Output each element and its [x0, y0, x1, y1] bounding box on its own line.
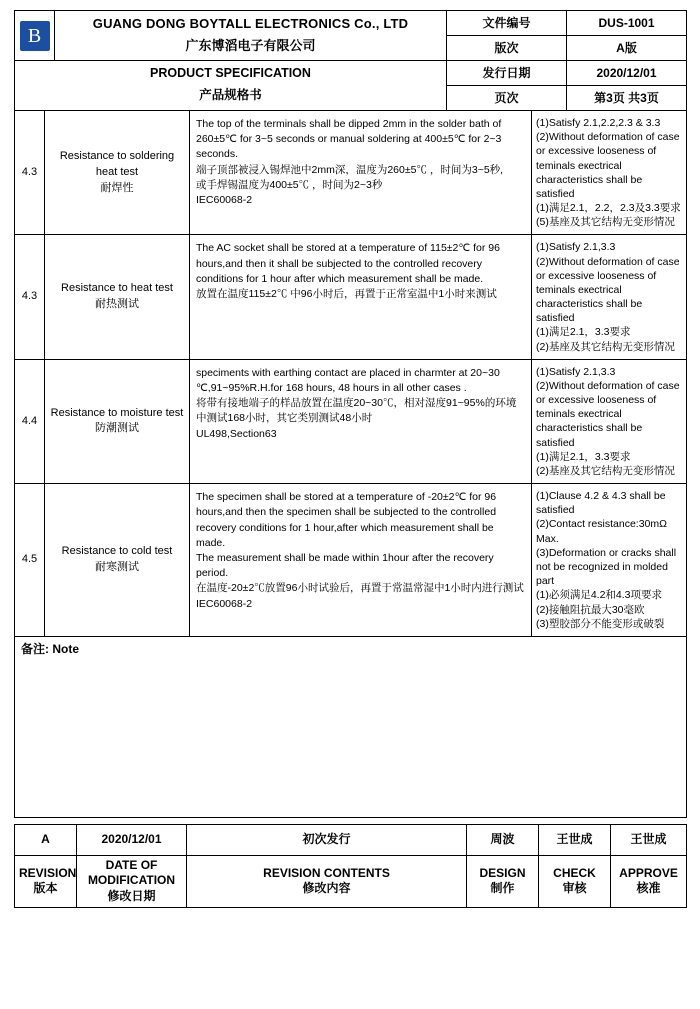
- desc-line: IEC60068-2: [196, 597, 253, 610]
- row-requirement: [532, 111, 687, 235]
- company-name-cn: 广东博滔电子有限公司: [55, 36, 447, 61]
- label-cn: 核准: [636, 881, 661, 896]
- revision-label: 版次: [447, 36, 567, 61]
- label-en: DATE OF MODIFICATION: [87, 857, 176, 888]
- revision-table: [14, 824, 687, 908]
- row-item: [45, 111, 190, 235]
- revision-design-header: [467, 855, 539, 907]
- specification-table: [14, 110, 687, 818]
- row-number: 4.3: [15, 111, 45, 235]
- row-requirement: [532, 484, 687, 637]
- req-line: (1)满足2.1，2.2，2.3及3.3要求: [536, 202, 681, 215]
- desc-line: 将带有接地端子的样品放置在温度20~30℃，相对湿度91~95%的环境中测试168小时，其它类别测试48小时: [196, 397, 517, 425]
- row-item-en: Resistance to cold test: [61, 545, 173, 558]
- req-line: (3)Deformation or cracks shall not be recognized in molded part: [536, 546, 677, 588]
- revision-header-row: [15, 855, 687, 907]
- desc-line: The top of the terminals shall be dipped 2mm in the solder bath of 260±5℃ for 3~5 seconds or manual soldering at 400±5℃ for 2~3 seconds.: [196, 118, 502, 161]
- document-header: [14, 10, 687, 111]
- revision-date-header: [77, 855, 187, 907]
- table-row: [15, 111, 687, 235]
- row-number: 4.4: [15, 359, 45, 483]
- page-label: 页次: [447, 86, 567, 111]
- table-row: [15, 235, 687, 359]
- row-requirement: [532, 359, 687, 483]
- desc-line: 或手焊锡温度为400±5℃ ，时间为2~3秒: [196, 178, 383, 191]
- label-cn: 版本: [33, 881, 58, 896]
- issue-date-value: 2020/12/01: [567, 61, 687, 86]
- label-en: DESIGN: [479, 865, 526, 880]
- desc-line: UL498,Section63: [196, 427, 277, 440]
- label-en: APPROVE: [619, 865, 678, 880]
- row-item-cn: 耐焊性: [100, 181, 134, 194]
- desc-line: The measurement shall be made within 1hour after the recovery period.: [196, 552, 494, 580]
- desc-line: IEC60068-2: [196, 194, 253, 207]
- doc-title-cn: 产品规格书: [15, 86, 447, 111]
- revision-version-header: [15, 855, 77, 907]
- row-description: [190, 359, 532, 483]
- revision-date-value: 2020/12/01: [77, 824, 187, 855]
- revision-check-value: 王世成: [539, 824, 611, 855]
- row-item-en: Resistance to soldering heat test: [59, 149, 175, 178]
- label-en: REVISION CONTENTS: [263, 865, 390, 880]
- revision-design-value: 周波: [467, 824, 539, 855]
- req-line: (2)基座及其它结构无变形情况: [536, 464, 675, 477]
- table-row: [15, 484, 687, 637]
- desc-line: The AC socket shall be stored at a temperature of 115±2℃ for 96 hours,and then it shall be subjected to the controlled recovery conditions for 1 hour after which measurement shall be made.: [196, 242, 500, 285]
- row-requirement: [532, 235, 687, 359]
- issue-date-label: 发行日期: [447, 61, 567, 86]
- revision-row: [15, 824, 687, 855]
- row-item-en: Resistance to heat test: [61, 282, 173, 295]
- desc-line: 在温度-20±2℃放置96小时试验后，再置于常温常湿中1小时内进行测试: [196, 582, 524, 595]
- revision-check-header: [539, 855, 611, 907]
- req-line: (1)必须满足4.2和4.3项要求: [536, 589, 663, 602]
- row-item-en: Resistance to moisture test: [50, 406, 184, 419]
- row-item-cn: 防潮测试: [95, 422, 139, 435]
- req-line: (2)Without deformation of case or excessive looseness of teminals екectrical characteristics shall be satisfied: [536, 131, 680, 200]
- label-en: CHECK: [553, 865, 596, 880]
- page-value: 第3页 共3页: [567, 86, 687, 111]
- req-line: (2)Without deformation of case or excessive looseness of teminals екectrical characteristics shall be satisfied: [536, 255, 680, 325]
- label-cn: 修改日期: [107, 889, 156, 904]
- company-logo-icon: B: [15, 11, 55, 61]
- row-number: 4.3: [15, 235, 45, 359]
- desc-line: 放置在温度115±2℃ 中96小时后，再置于正常室温中1小时来测试: [196, 288, 497, 301]
- req-line: (2)基座及其它结构无变形情况: [536, 340, 675, 353]
- note-label: 备注: Note: [15, 636, 687, 817]
- desc-line: 端子顶部被浸入锡焊池中2mm深，温度为260±5℃ ，时间为3~5秒,: [196, 163, 504, 176]
- doc-title-en: PRODUCT SPECIFICATION: [15, 61, 447, 86]
- doc-number-value: DUS-1001: [567, 11, 687, 36]
- req-line: (1)Satisfy 2.1,2.2,2.3 & 3.3: [536, 117, 661, 129]
- revision-value: A版: [567, 36, 687, 61]
- revision-contents-value: 初次发行: [187, 824, 467, 855]
- row-description: [190, 484, 532, 637]
- table-row: [15, 359, 687, 483]
- row-item-cn: 耐寒测试: [95, 560, 139, 573]
- req-line: (3)塑胶部分不能变形或破裂: [536, 617, 665, 630]
- revision-approve-value: 王世成: [611, 824, 687, 855]
- row-item-cn: 耐热测试: [95, 298, 139, 311]
- row-item: [45, 484, 190, 637]
- revision-contents-header: [187, 855, 467, 907]
- req-line: (1)满足2.1，3.3要求: [536, 450, 631, 463]
- req-line: (2)Contact resistance:30mΩ Max.: [536, 518, 667, 545]
- req-line: (1)Satisfy 2.1,3.3: [536, 241, 616, 254]
- note-row: [15, 636, 687, 817]
- label-cn: 审核: [562, 881, 587, 896]
- label-cn: 修改内容: [302, 881, 351, 896]
- row-number: 4.5: [15, 484, 45, 637]
- req-line: (2)接触阻抗最大30毫欧: [536, 603, 645, 616]
- req-line: (1)Clause 4.2 & 4.3 shall be satisfied: [536, 490, 666, 517]
- label-en: REVISION: [19, 865, 77, 880]
- req-line: (1)Satisfy 2.1,3.3: [536, 365, 616, 378]
- req-line: (5)基座及其它结构无变形情况: [536, 216, 675, 229]
- req-line: (2)Without deformation of case or excessive looseness of teminals екectrical characteristics shall be satisfied: [536, 379, 680, 449]
- req-line: (1)满足2.1，3.3要求: [536, 326, 631, 339]
- desc-line: speciments with earthing contact are placed in charmter at 20~30 ℃,91~95%R.H.for 168 hours, 48 hours in all other cases .: [196, 366, 500, 394]
- row-item: [45, 235, 190, 359]
- doc-number-label: 文件编号: [447, 11, 567, 36]
- revision-approve-header: [611, 855, 687, 907]
- row-description: [190, 111, 532, 235]
- row-description: [190, 235, 532, 359]
- label-cn: 制作: [490, 881, 515, 896]
- revision-version-value: A: [15, 824, 77, 855]
- row-item: [45, 359, 190, 483]
- company-name-en: GUANG DONG BOYTALL ELECTRONICS Co., LTD: [55, 11, 447, 36]
- desc-line: The specimen shall be stored at a temperature of -20±2℃ for 96 hours,and then the specimen shall be subjected to the controlled recovery conditions for 1 hour,after which measurement shall be made.: [196, 491, 497, 549]
